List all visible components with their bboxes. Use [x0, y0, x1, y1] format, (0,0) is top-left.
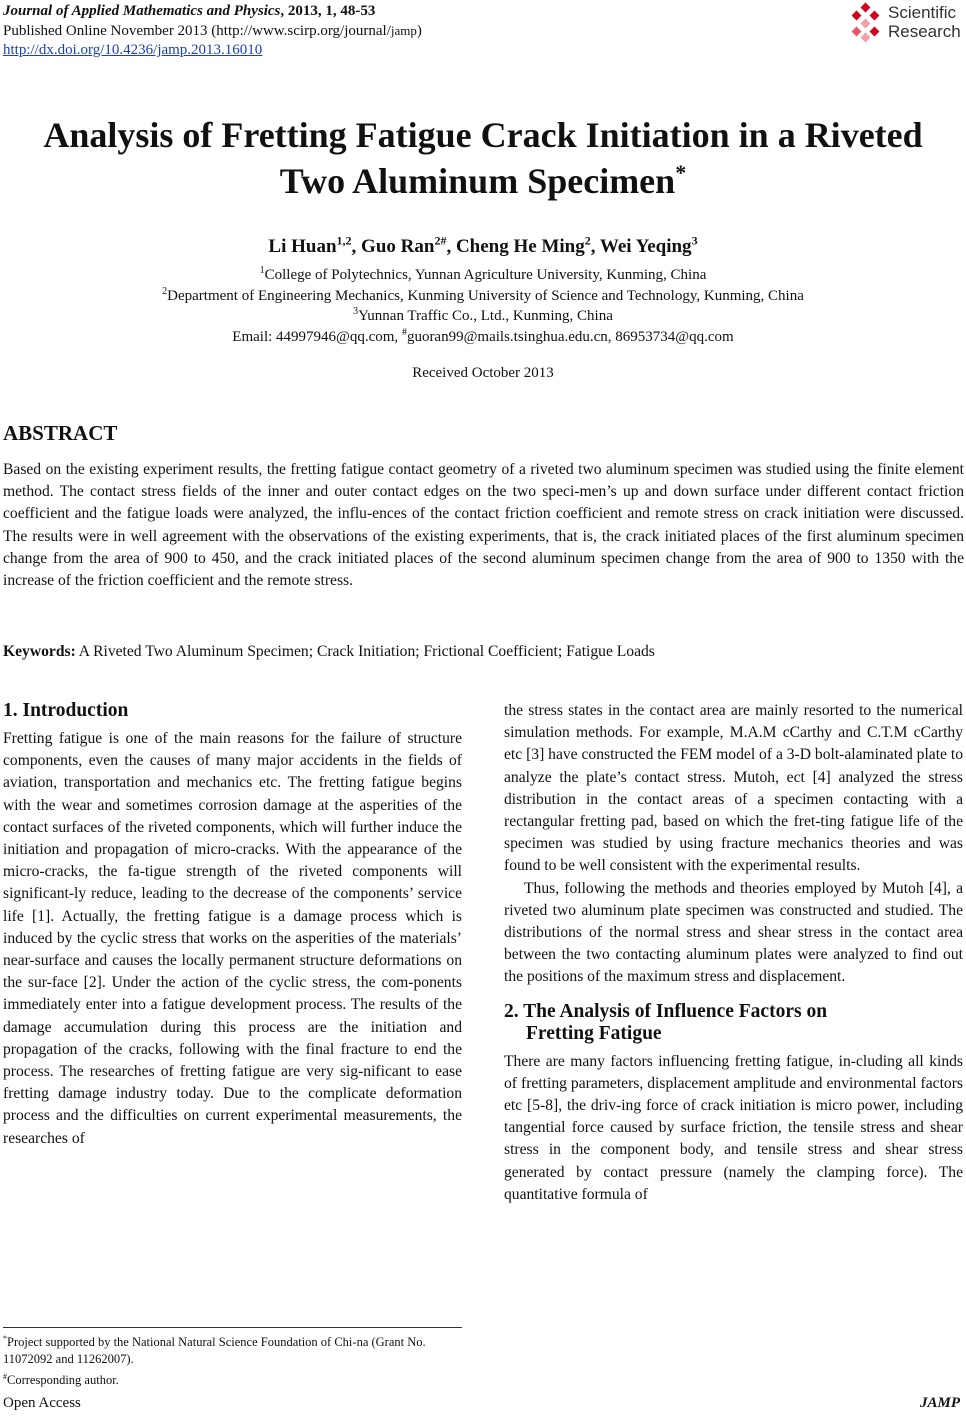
- section-2-heading-line-2: Fretting Fatigue: [526, 1022, 662, 1044]
- abstract-heading: ABSTRACT: [3, 421, 118, 445]
- footnote-1: *Project supported by the National Natural Science Foundation of Chi-na (Grant No. 11072092 and 11262007).: [3, 1334, 426, 1367]
- affiliation-3: $^3$Yunnan Traffic Co., Ltd., Kunming, China: [353, 306, 613, 324]
- author-1: Li Huan$^{1,2}$: [268, 234, 352, 258]
- running-header: [3, 2, 422, 60]
- title-footnote-mark: *: [675, 160, 687, 185]
- title-line-2: [0, 158, 966, 204]
- abstract-body: Based on the existing experiment results, the fretting fatigue contact geometry of a riveted two aluminum specimen was studied using the finite element method. The contact stress fields of the inner and outer contact edges on the two speci-men’s up and down surface under different contact friction coefficient and the fatigue loads were analyzed, the influ-ences of the contact friction coefficient and remote stress on crack initiation were discussed. The results were in well agreement with the observations of the existing experiments, that is, the crack initiated places of the first aluminum specimen change from the area of 900 to 450, and the crack initiated places of the second aluminum specimen change from the area of 900 to 1350 with the increase of the friction coefficient and the remote stress.: [3, 461, 964, 590]
- received-date: Received October 2013: [412, 365, 554, 381]
- footer-open-access: Open Access: [3, 1395, 81, 1411]
- published-journal-code: jamp: [390, 23, 417, 38]
- intro-paragraph-2: the stress states in the contact area are mainly resorted to the numerical simulation methods. For example, M.A.M cCarthy and C.T.M cCarthy etc [3] have constructed the FEM model of a 3-D bolt-alaminated plate to analyze the plate’s contact stress. Mutoh, ect [4] analyzed the stress distribution in the contact areas of a specimen contacting with a rectangular fretting pad, based on which the fret-ting fatigue life of the specimen was studied by using fracture mechanics theories and was found to be well consistent with the experimental results.: [504, 702, 963, 875]
- keywords-label: Keywords:: [3, 643, 76, 660]
- author-4: Wei Yeqing$^3$: [599, 234, 698, 258]
- right-column: [504, 700, 963, 1206]
- published-close: ): [416, 23, 422, 39]
- title-line-2-text: Two Aluminum Specimen: [279, 161, 676, 201]
- affiliation-2: $^2$Department of Engineering Mechanics, Kunming University of Science and Technology, Kunming, China: [162, 286, 804, 304]
- publisher-logo[interactable]: [848, 2, 966, 44]
- paper-title: [0, 112, 966, 204]
- footnote-2: #Corresponding author.: [3, 1372, 119, 1388]
- footnotes: [3, 1330, 462, 1389]
- published-text: Published Online November 2013 (http://www.scirp.org/journal/: [3, 23, 391, 39]
- footnote-divider: [3, 1327, 462, 1328]
- title-line-1: Analysis of Fretting Fatigue Crack Initiation in a Riveted: [43, 115, 923, 155]
- intro-paragraph-3: Thus, following the methods and theories employed by Mutoh [4], a riveted two aluminum plate specimen was constructed and studied. The distributions of the normal stress and shear stress in the contact area between the two contacting aluminum plates were analyzed to find out the positions of the maximum stress and displacement.: [504, 879, 963, 986]
- scientific-research-logo-icon: [848, 4, 884, 40]
- author-list: Li Huan$^{1,2}$, Guo Ran$^{2\#}$, Cheng He Ming$^2$, Wei Yeqing$^3$: [268, 234, 698, 258]
- author-2: Guo Ran$^{2\#}$: [361, 234, 447, 258]
- email-line: Email: 44997946@qq.com, #guoran99@mails.tsinghua.edu.cn, 86953734@qq.com: [232, 327, 734, 345]
- section-2-paragraph-1: There are many factors influencing fretting fatigue, in-cluding all kinds of fretting parameters, displacement amplitude and environmental factors etc [5-8], the driv-ing force of crack initiation is micro power, including tangential force caused by surface friction, the tensile stress and shear stress in the component body, and tensile stress and shear stress generated by contact pressure (namely the clamping force). The quantitative formula of: [504, 1052, 963, 1203]
- logo-word-1: Scientific: [888, 3, 957, 22]
- keywords-text: A Riveted Two Aluminum Specimen; Crack Initiation; Frictional Coefficient; Fatigue Loads: [75, 643, 655, 660]
- section-2-heading-line-1: 2. The Analysis of Influence Factors on: [504, 1000, 828, 1022]
- published-line: [3, 21, 422, 41]
- author-3: Cheng He Ming$^2$: [455, 234, 591, 258]
- section-2-heading: [504, 1001, 963, 1045]
- doi-link[interactable]: http://dx.doi.org/10.4236/jamp.2013.16010: [3, 42, 263, 58]
- logo-word-2: Research: [888, 22, 961, 41]
- journal-name: Journal of Applied Mathematics and Physics: [3, 3, 281, 19]
- journal-line: [3, 2, 422, 21]
- left-column: [3, 700, 462, 1150]
- footer-journal-abbrev: JAMP: [919, 1395, 960, 1411]
- keywords: [3, 643, 964, 661]
- journal-issue: , 2013, 1, 48-53: [280, 3, 376, 19]
- section-1-heading: 1. Introduction: [3, 700, 129, 721]
- affiliation-1: $^1$College of Polytechnics, Yunnan Agriculture University, Kunming, China: [259, 265, 707, 283]
- intro-paragraph-1: Fretting fatigue is one of the main reasons for the failure of structure components, even the causes of many major accidents in the fields of aviation, transportation and mechanics etc. The fretting fatigue begins with the wear and sometimes corrosion damage at the asperities of the contact surfaces of the riveted components, which will further induce the initiation and propagation of micro-cracks. With the appearance of the micro-cracks, the fa-tigue strength of the riveted components will significant-ly reduce, leading to the decrease of the components’ service life [1]. Actually, the fretting fatigue is a damage process which is induced by the cyclic stress that works on the asperities of the materials’ near-surface and causes the locally permanent structure deformations on the sur-face [2]. Under the action of the cyclic stress, the com-ponents immediately enter into a fatigue development process. The results of the damage accumulation during this process are the initiation and propagation of the cracks, following with the final fracture to end the process. The researches of fretting fatigue are very sig-nificant to ease fretting damage industry today. Due to the complicate deformation process and the difficulties on current experimental measurements, the researches of: [3, 730, 462, 1147]
